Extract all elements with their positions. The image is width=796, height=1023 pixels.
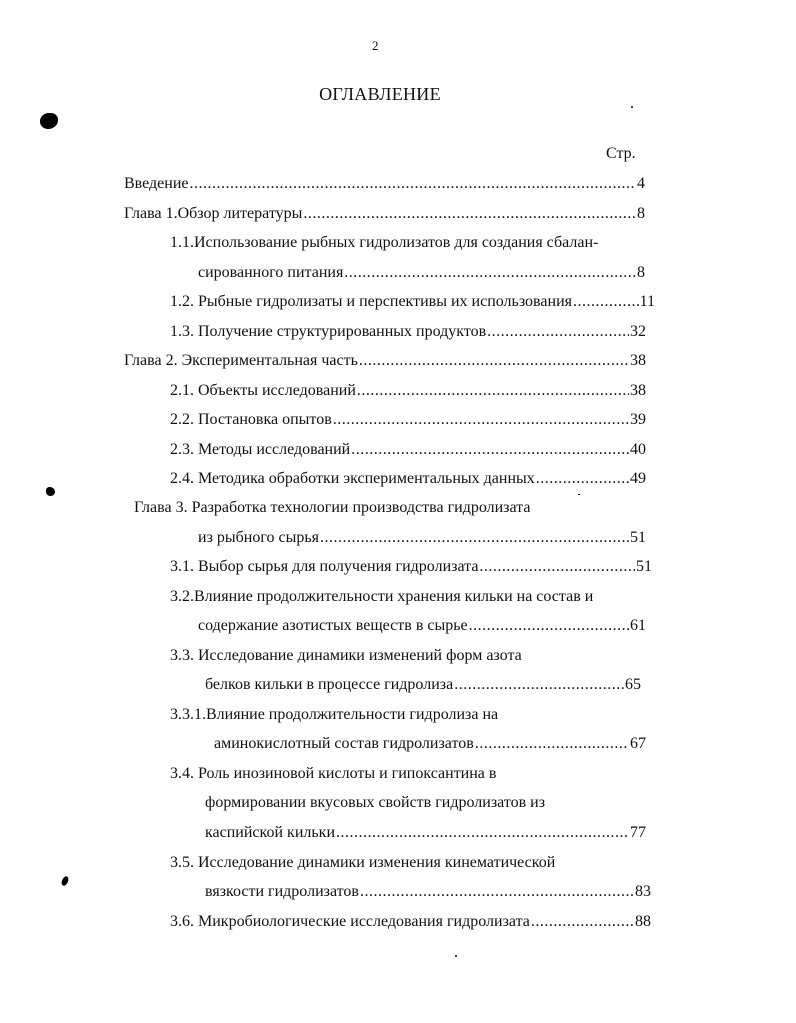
toc-entry-3-3-1 [214, 733, 646, 755]
scan-artifact [455, 955, 457, 957]
dot-leader [479, 556, 635, 578]
toc-entry-3-3-line1: 3.3. Исследование динамики изменений форм азота [170, 647, 522, 664]
toc-entry-1-1-line1: 1.1.Использование рыбных гидролизатов для создания сбалан- [170, 234, 599, 251]
toc-entry-label: Введение [124, 175, 189, 192]
toc-entry-label: 2.3. Методы исследований [170, 441, 351, 458]
toc-entry-page: 38 [630, 352, 646, 369]
dot-leader [487, 321, 629, 343]
toc-entry-label: 2.4. Методика обработки экспериментальных данных [170, 470, 535, 487]
toc-entry-3-1 [170, 556, 652, 578]
toc-entry-label: 3.6. Микробиологические исследования гидролизата [170, 913, 530, 930]
toc-entry-page: 65 [625, 676, 641, 693]
scan-artifact [578, 494, 580, 495]
dot-leader [351, 439, 629, 461]
toc-entry-page: 38 [630, 382, 646, 399]
toc-entry-3-5 [205, 881, 651, 903]
toc-entry-2-1 [170, 380, 646, 402]
toc-entry-2-4 [170, 468, 646, 490]
dot-leader [573, 291, 639, 313]
dot-leader [190, 173, 637, 195]
toc-entry-page: 8 [637, 264, 645, 281]
scan-artifact [631, 106, 633, 108]
toc-entry-3-4 [205, 822, 646, 844]
toc-entry-label: Глава 1.Обзор литературы [124, 205, 303, 222]
toc-entry-label: 2.2. Постановка опытов [170, 411, 332, 428]
dot-leader [336, 822, 629, 844]
dot-leader [360, 881, 634, 903]
toc-entry-page: 67 [630, 735, 646, 752]
toc-entry-page: 49 [630, 470, 646, 487]
toc-entry-2-3 [170, 439, 646, 461]
toc-entry-label: содержание азотистых веществ в сырье [198, 617, 468, 634]
dot-leader [359, 350, 629, 372]
toc-entry-label: 1.3. Получение структурированных продуктов [170, 323, 487, 340]
page-column-header: Стр. [606, 145, 636, 162]
toc-entry-label: аминокислотный состав гидролизатов [214, 735, 474, 752]
toc-entry-1-1 [198, 262, 645, 284]
dot-leader [320, 527, 629, 549]
dot-leader [303, 203, 636, 225]
toc-entry-2-2 [170, 409, 646, 431]
toc-entry-label: белков кильки в процессе гидролиза [205, 676, 454, 693]
page-number: 2 [372, 38, 379, 53]
toc-entry-3-2 [198, 615, 646, 637]
toc-entry-page: 83 [635, 883, 651, 900]
dot-leader [357, 380, 629, 402]
toc-entry-label: вязкости гидролизатов [205, 883, 359, 900]
dot-leader [531, 911, 634, 933]
dot-leader [454, 674, 624, 696]
toc-entry-label: 2.1. Объекты исследований [170, 382, 356, 399]
scan-artifact [60, 875, 70, 887]
toc-entry-1-3 [170, 321, 646, 343]
dot-leader [536, 468, 629, 490]
toc-entry-page: 39 [630, 411, 646, 428]
dot-leader [469, 615, 629, 637]
toc-entry-page: 51 [630, 529, 646, 546]
toc-entry-chapter-3 [198, 527, 646, 549]
toc-entry-3-3 [205, 674, 641, 696]
toc-entry-page: 77 [630, 824, 646, 841]
toc-entry-1-2 [170, 291, 655, 313]
toc-entry-page: 88 [635, 913, 651, 930]
dot-leader [475, 733, 629, 755]
toc-entry-intro [124, 173, 645, 195]
toc-entry-chapter-1 [124, 203, 645, 225]
toc-entry-3-4-line2: формировании вкусовых свойств гидролизатов из [205, 794, 546, 811]
toc-entry-page: 32 [630, 323, 646, 340]
toc-entry-3-3-1-line1: 3.3.1.Влияние продолжительности гидролиза на [170, 706, 499, 723]
scan-artifact [40, 113, 58, 129]
toc-entry-page: 40 [630, 441, 646, 458]
dot-leader [344, 262, 636, 284]
toc-entry-3-5-line1: 3.5. Исследование динамики изменения кинематической [170, 854, 556, 871]
toc-entry-label: 1.2. Рыбные гидролизаты и перспективы их использования [170, 293, 572, 310]
toc-entry-3-2-line1: 3.2.Влияние продолжительности хранения кильки на состав и [170, 588, 594, 605]
toc-entry-page: 61 [630, 617, 646, 634]
toc-entry-label: 3.1. Выбор сырья для получения гидролизата [170, 558, 479, 575]
scan-artifact [46, 487, 55, 496]
toc-entry-page: 51 [636, 558, 652, 575]
toc-entry-chapter-3-line1: Глава 3. Разработка технологии производства гидролизата [134, 499, 531, 516]
page-title: ОГЛАВЛЕНИЕ [319, 84, 441, 104]
toc-entry-3-6 [170, 911, 651, 933]
toc-entry-page: 8 [637, 205, 645, 222]
toc-entry-page: 11 [639, 293, 655, 310]
toc-entry-label: сированного питания [198, 264, 344, 281]
dot-leader [333, 409, 629, 431]
toc-entry-label: каспийской кильки [205, 824, 335, 841]
toc-entry-page: 4 [637, 175, 645, 192]
toc-entry-chapter-2 [124, 350, 646, 372]
toc-entry-label: Глава 2. Экспериментальная часть [124, 352, 358, 369]
toc-entry-3-4-line1: 3.4. Роль инозиновой кислоты и гипоксантина в [170, 765, 497, 782]
toc-entry-label: из рыбного сырья [198, 529, 320, 546]
